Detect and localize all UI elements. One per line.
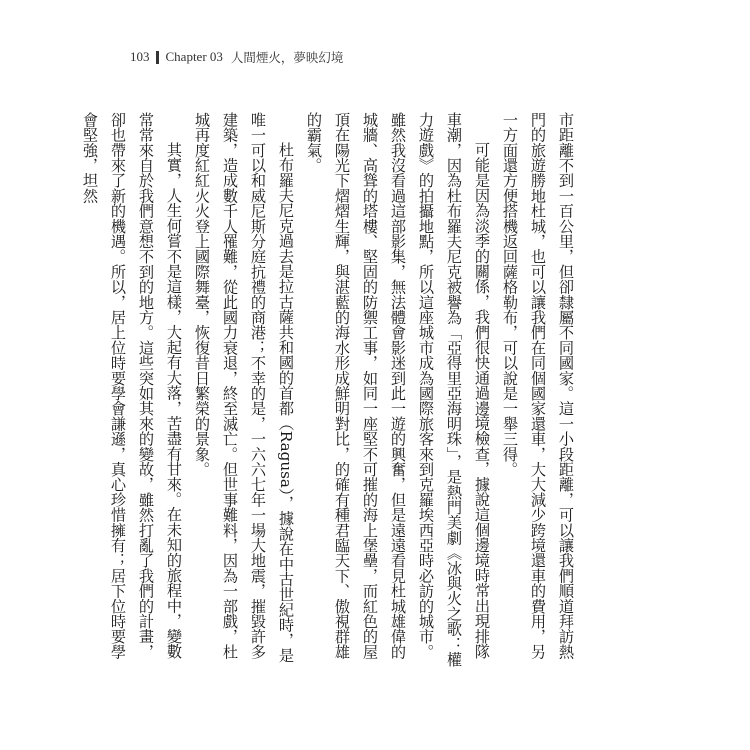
chapter-label: Chapter 03 (165, 49, 223, 64)
paragraph-1: 市距離不到一百公里，但卻隸屬不同國家。這一小段距離，可以讓我們順道拜訪熱門的旅遊勝地杜城，也可以讓我們在同個國家還車，大大減少跨境還車的費用，另一方面還方便搭機返回薩格勒布，可以說是一舉三得。 (501, 112, 575, 660)
vertical-body-text (81, 112, 580, 672)
paragraph-4: 其實，人生何嘗不是這樣，大起有大落，苦盡有甘來。在未知的旅程中，變數常常來自於我們意想不到的地方。這些突如其來的變故，雖然打亂了我們的計畫，卻也帶來了新的機遇。所以，居上位時要學會謙遜，真心珍惜擁有；居下位時要學會堅強，坦然 (81, 112, 183, 660)
paragraph-2: 可能是因為淡季的關係，我們很快通過邊境檢查，據說這個邊境時常出現排隊車潮，因為杜布羅夫尼克被譽為「亞得里亞海明珠」，是熱門美劇《冰與火之歌：權力遊戲》的拍攝地點，所以這座城市成為國際旅客來到克羅埃西亞時必訪的城市。雖然我沒看過這部影集，無法體會影迷到此一遊的興奮，但是遠遠看見杜城雄偉的城牆、高聳的塔樓、堅固的防禦工事，如同一座堅不可摧的海上堡壘，而紅色的屋頂在陽光下熠熠生輝，與湛藍的海水形成鮮明對比，的確有種君臨天下、傲視群雄的霸氣。 (305, 112, 491, 667)
chapter-title: 人間煙火，夢映幻境 (230, 50, 344, 65)
header-divider-bar (156, 51, 159, 64)
paragraph-3: 杜布羅夫尼克過去是拉古薩共和國的首都（Ragusa），據說在中古世紀時，是唯一可以和威尼斯分庭抗禮的商港；不幸的是，一六六七年一場大地震，摧毀許多建築，造成數千人罹難，從此國力衰退，終至滅亡。但世事難料，因為一部戲，杜城再度紅紅火火登上國際舞臺，恢復昔日繁榮的景象。 (193, 112, 295, 664)
running-header (130, 47, 343, 67)
page-number: 103 (130, 49, 150, 64)
